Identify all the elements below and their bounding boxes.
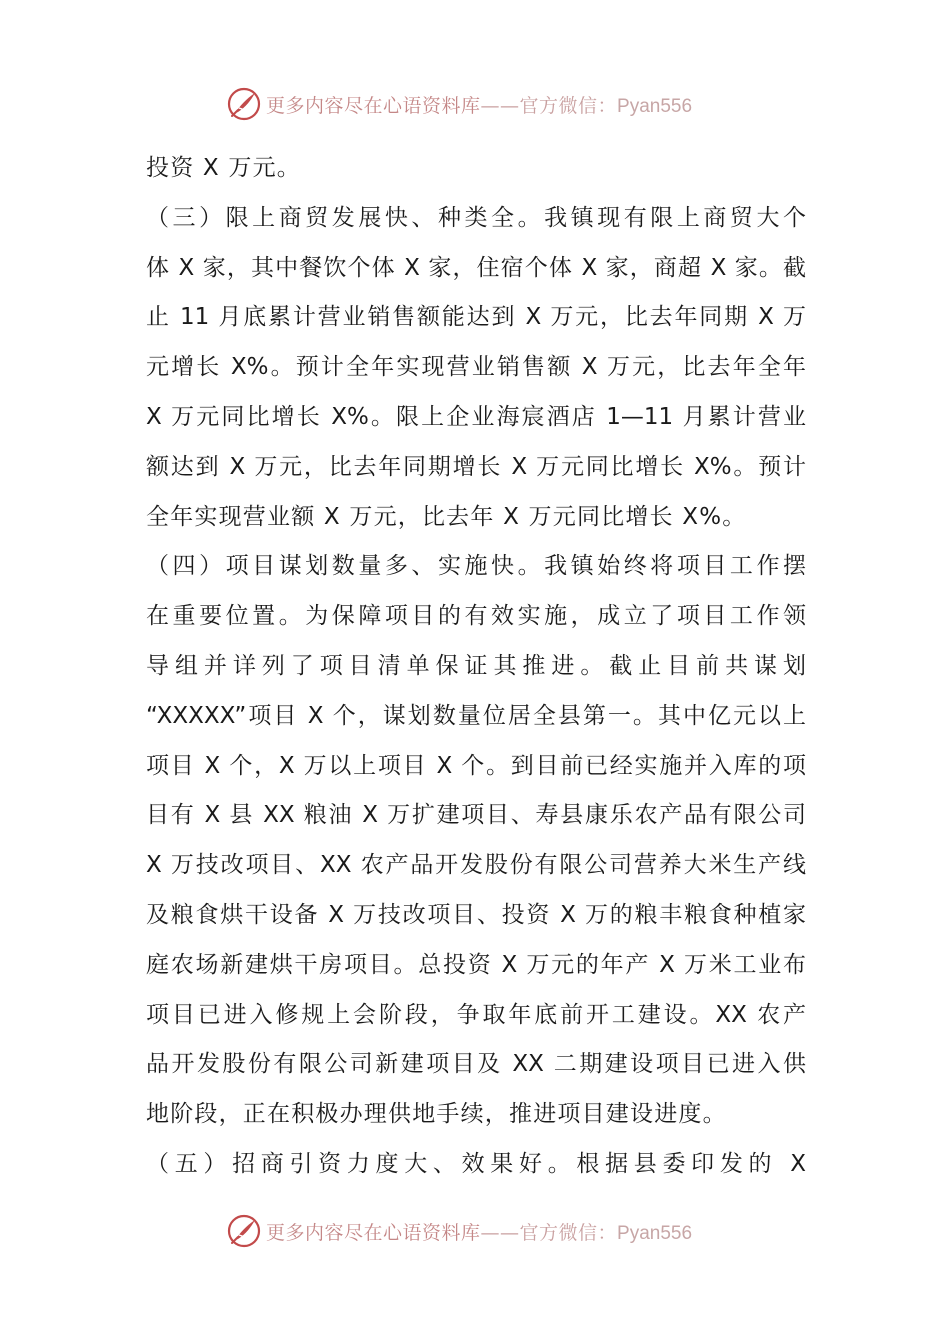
text-line: 元增长 X%。预计全年实现营业销售额 X 万元，比去年全年 xyxy=(146,354,806,381)
quill-pen-icon xyxy=(226,86,262,122)
watermark-site: 更多内容尽在心语资料库 xyxy=(266,94,481,117)
text-line: 投资 X 万元。 xyxy=(146,155,301,181)
text-line: 项目已进入修规上会阶段，争取年底前开工建设。XX 农产 xyxy=(146,1001,806,1028)
text-line: 在重要位置。为保障项目的有效实施，成立了项目工作领 xyxy=(146,603,806,630)
text-line: 目有 X 县 XX 粮油 X 万扩建项目、寿县康乐农产品有限公司 xyxy=(146,802,806,829)
text-line: “XXXXX”项目 X 个，谋划数量位居全县第一。其中亿元以上 xyxy=(146,702,806,729)
text-line: X 万技改项目、XX 农产品开发股份有限公司营养大米生产线 xyxy=(146,852,806,879)
watermark-label: 官方微信： xyxy=(519,94,618,117)
text-line: （四）项目谋划数量多、实施快。我镇始终将项目工作摆 xyxy=(146,553,806,580)
watermark-wechat-id: Pyan556 xyxy=(617,95,693,117)
text-line: （三）限上商贸发展快、种类全。我镇现有限上商贸大个 xyxy=(146,204,806,231)
text-line: （五）招商引资力度大、效果好。根据县委印发的 X xyxy=(146,1150,806,1177)
watermark-label: 官方微信： xyxy=(519,1221,618,1244)
header-watermark xyxy=(226,84,746,124)
text-line: 全年实现营业额 X 万元，比去年 X 万元同比增长 X%。 xyxy=(146,503,747,530)
watermark-site: 更多内容尽在心语资料库 xyxy=(266,1221,481,1244)
text-line: X 万元同比增长 X%。限上企业海宸酒店 1—11 月累计营业 xyxy=(146,403,806,430)
watermark-text xyxy=(266,1218,692,1245)
footer-watermark xyxy=(226,1211,746,1251)
text-line: 项目 X 个，X 万以上项目 X 个。到目前已经实施并入库的项 xyxy=(146,752,806,779)
text-line: 额达到 X 万元，比去年同期增长 X 万元同比增长 X%。预计 xyxy=(146,453,806,480)
watermark-separator: —— xyxy=(480,94,520,117)
text-line: 导组并详列了项目清单保证其推进。截止目前共谋划 xyxy=(146,652,806,679)
text-line: 止 11 月底累计营业销售额能达到 X 万元，比去年同期 X 万 xyxy=(146,304,806,331)
quill-pen-icon xyxy=(226,1213,262,1249)
watermark-text xyxy=(266,91,692,118)
document-body xyxy=(146,144,806,1190)
text-line: 及粮食烘干设备 X 万技改项目、投资 X 万的粮丰粮食种植家 xyxy=(146,901,806,928)
text-line: 品开发股份有限公司新建项目及 XX 二期建设项目已进入供 xyxy=(146,1051,806,1078)
watermark-separator: —— xyxy=(480,1221,520,1244)
text-line: 体 X 家，其中餐饮个体 X 家，住宿个体 X 家，商超 X 家。截 xyxy=(146,254,806,281)
watermark-wechat-id: Pyan556 xyxy=(617,1222,693,1244)
text-line: 庭农场新建烘干房项目。总投资 X 万元的年产 X 万米工业布 xyxy=(146,951,806,978)
text-line: 地阶段，正在积极办理供地手续，推进项目建设进度。 xyxy=(146,1101,727,1128)
